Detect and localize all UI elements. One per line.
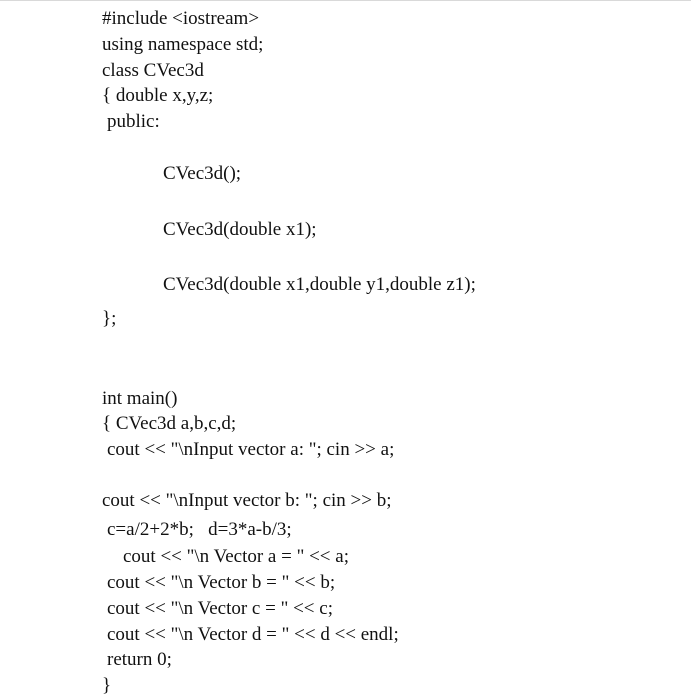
code-line-input-a: cout << "\nInput vector a: "; cin >> a; [107, 439, 395, 460]
code-line-print-b: cout << "\n Vector b = " << b; [107, 572, 336, 593]
code-line-ctor-one-arg: CVec3d(double x1); [163, 219, 317, 240]
code-line-print-c: cout << "\n Vector c = " << c; [107, 598, 333, 619]
code-line-include: #include <iostream> [102, 8, 260, 29]
code-line-class-decl: class CVec3d [102, 60, 204, 81]
code-line-class-end: }; [102, 308, 117, 329]
code-line-main: int main() [102, 388, 178, 409]
code-line-print-d: cout << "\n Vector d = " << d << endl; [107, 624, 399, 645]
code-line-ctor-default: CVec3d(); [163, 163, 242, 184]
code-line-namespace: using namespace std; [102, 34, 264, 55]
code-line-ctor-three-arg: CVec3d(double x1,double y1,double z1); [163, 274, 476, 295]
code-line-print-a: cout << "\n Vector a = " << a; [123, 546, 349, 567]
code-line-input-b: cout << "\nInput vector b: "; cin >> b; [102, 490, 392, 511]
code-line-class-members: { double x,y,z; [102, 85, 214, 106]
code-line-compute: c=a/2+2*b; d=3*a-b/3; [107, 519, 292, 540]
code-line-main-decl: { CVec3d a,b,c,d; [102, 413, 237, 434]
code-line-public: public: [107, 111, 160, 132]
code-line-main-end: } [102, 675, 112, 696]
code-line-return: return 0; [107, 649, 172, 670]
